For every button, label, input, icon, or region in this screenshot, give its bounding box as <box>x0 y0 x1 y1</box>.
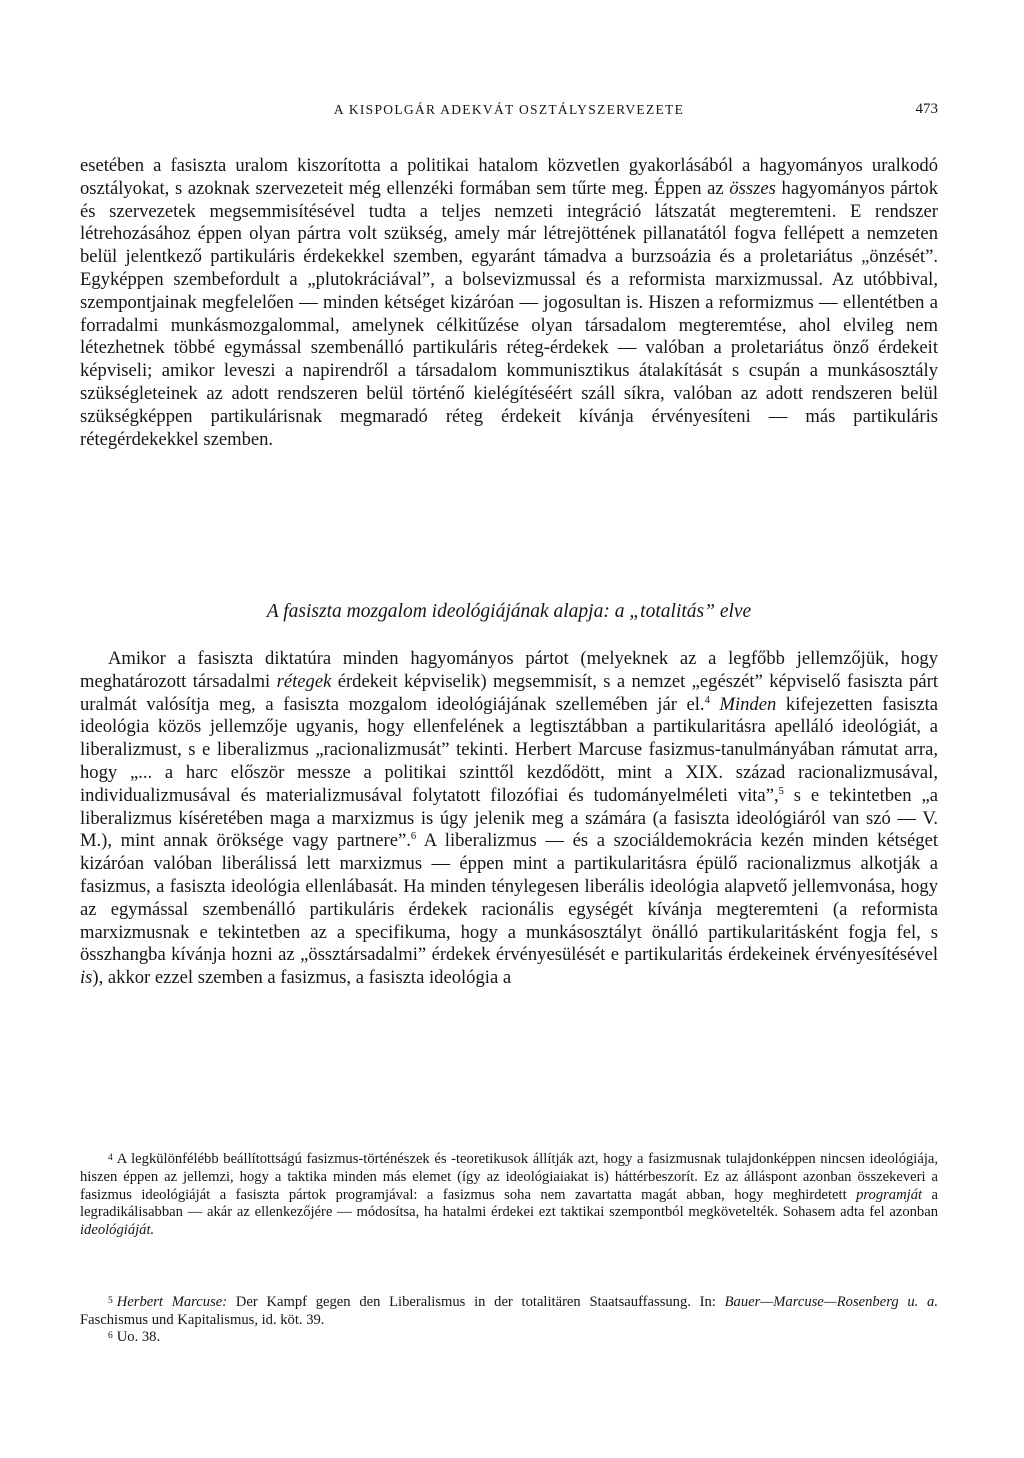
footnote-ref-4[interactable]: 4 <box>704 694 710 706</box>
text-span: Faschismus und Kapitalismus, id. köt. 39. <box>80 1311 325 1328</box>
text-span: s e tekintetben „a liberalizmus kíséretében maga a marxizmus is úgy jelenik meg a számára (a fasiszta ideológiáról van szó — V. M.), mint annak öröksége vagy partnere”. <box>80 784 938 852</box>
footnote-number: 4 <box>108 1153 113 1163</box>
text-span: hagyományos pártok és szervezetek megsemmisítésével tudta a teljes nemzeti integráció látszatát megteremteni. E rendszer létrehozásához éppen olyan pártra volt szükség, amely már létrejöttének pillanatától fogva fellépett a nemzeten belül jelentkező partikuláris érdekekkel szemben, egyaránt támadva a burzsoázia és a proletariátus „önzését”. Egyképpen szembefordult a „plutokráciával”, a bolsevizmussal és a reformista marxizmussal. Az utóbbival, szempontjainak megfelelően — minden kétséget kizáróan — jogosultan is. Hiszen a reformizmus — ellentétben a forradalmi munkásmozgalommal, amelynek célkitűzése olyan társadalom megteremtése, ahol elvileg nem létezhetnek többé egymással szembenálló partikuláris réteg-érdekek — valóban a proletariátus önző érdekeit képviseli; amikor leveszi a napirendről a társadalom kommunisztikus átalakítását s csupán a munkásosztály szükségleteinek az adott rendszeren belül történő kielégítéséért száll síkra, valóban az adott rendszeren belül szükségképpen partikulárisnak megmaradó réteg érdekeit kívánja érvényesíteni — más partikuláris rétegérdekekkel szemben. <box>80 177 938 450</box>
footnote-number: 5 <box>108 1296 113 1306</box>
text-span: Amikor a fasiszta diktatúra minden hagyományos pártot (melyeknek az a legfőbb jellemzőjük, hogy meghatározott társadalmi <box>80 648 938 692</box>
section-title: A fasiszta mozgalom ideológiájának alapja: a „totalitás” elve <box>266 601 752 622</box>
emphasis-span: rétegek <box>276 670 332 692</box>
footnote-number: 6 <box>108 1331 113 1341</box>
text-span: A legkülönfélébb beállítottságú fasizmus-történészek és -teoretikusok állítják azt, hogy a fasizmusnak tulajdonképpen nincsen ideológiája, hiszen éppen az jellemzi, hogy a taktika minden más elemet (így az ideológiaiakat is) háttérbeszorít. Ez az álláspont azonban összekeveri a fasizmus ideológiáját a fasiszta pártok programjával: a fasizmus soha nem zavartatta magát abban, hogy meghirdetett <box>80 1151 938 1203</box>
page-header <box>80 102 938 128</box>
emphasis-span: programját <box>856 1186 923 1203</box>
text-span: ), akkor ezzel szemben a fasizmus, a fasiszta ideológia a <box>92 967 512 989</box>
footnote-5 <box>80 1294 938 1330</box>
text-span: Uo. 38. <box>116 1329 161 1345</box>
footnote-6 <box>80 1329 938 1347</box>
footnote-ref-5[interactable]: 5 <box>778 785 784 797</box>
body-paragraph-2 <box>80 648 938 990</box>
emphasis-span: Minden <box>719 693 777 715</box>
text-span: A liberalizmus — és a szociáldemokrácia kezén minden kétséget kizáróan valóban liberálissá lett marxizmus — éppen mint a partikularitásra épülő racionalizmus alkotják a fasizmus, a fasiszta ideológia ellenlábasát. Ha minden ténylegesen liberális ideológia alapvető jellemvonása, hogy az egymással szembenálló partikuláris érdekek racionális egységét kívánja megteremteni (a reformista marxizmusnak e tekintetben az a specifikuma, hogy a munkásosztályt önálló partikularitásként fogja fel, s összhangba kívánja hozni az „össztársadalmi” érdekek érvényesülését e partikularitás érdekeinek érvényesítésével <box>80 830 939 966</box>
footnote-ref-6[interactable]: 6 <box>410 831 417 843</box>
footnote-4 <box>80 1151 938 1240</box>
text-span: a legradikálisabban — akár az ellenkezőjére — módosítsa, ha hatalmi érdekei ezt taktikai szempontból megkövetelték. Sohasem adta fel azonban <box>80 1186 938 1221</box>
page-number: 473 <box>915 101 938 117</box>
text-span: esetében a fasiszta uralom kiszorította a politikai hatalom közvetlen gyakorlásából a hagyományos uralkodó osztályokat, s azoknak szervezeteit még ellenzéki formában sem tűrte meg. Éppen az <box>80 155 938 199</box>
text-span: kifejezetten fasiszta ideológia közös jellemzője ugyanis, hogy ellenfelének a legtisztábban a partikularitásra apelláló ideológiát, a liberalizmust, s e liberalizmus „racionalizmusát” tekinti. Herbert Marcuse fasizmus-tanulmányában rámutat arra, hogy „... a harc először messze a politikai szinttől kezdődött, mint a XIX. század racionalizmusával, individualizmusával és materializmusával folytatott filozófiai és tudományelméleti vita”, <box>80 693 938 806</box>
body-paragraph-1 <box>80 155 938 451</box>
emphasis-span: is <box>80 967 93 989</box>
text-span: érdekeit képviselik) megsemmisít, s a nemzet „egészét” képviselő fasiszta párt uralmát valósítja meg, a fasiszta mozgalom ideológiájának szellemében jár el. <box>80 670 938 715</box>
emphasis-span: ideológiáját. <box>80 1222 155 1239</box>
emphasis-span: Bauer—Marcuse—Rosenberg u. a. <box>724 1294 938 1310</box>
emphasis-span: összes <box>729 177 776 199</box>
author-name: Herbert Marcuse: <box>116 1294 228 1310</box>
running-head: A KISPOLGÁR ADEKVÁT OSZTÁLYSZERVEZETE <box>333 102 685 117</box>
text-span: Der Kampf gegen den Liberalismus in der totalitären Staatsauffassung. In: <box>227 1294 725 1310</box>
